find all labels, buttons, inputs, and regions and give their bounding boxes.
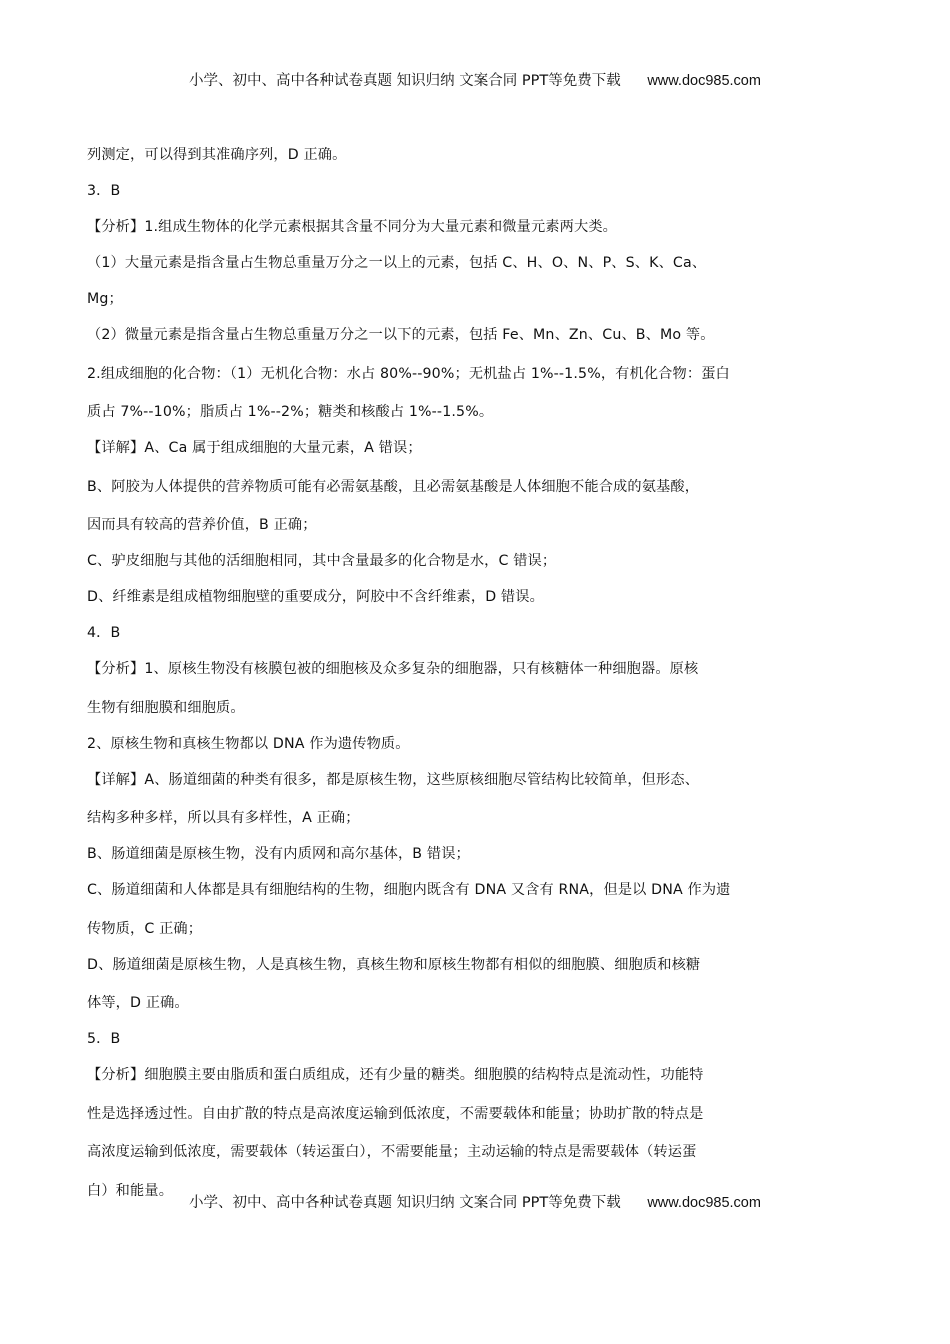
text-line: 2.组成细胞的化合物：（1）无机化合物：水占 80%--90%；无机盐占 1%--1.5%，有机化合物：蛋白 xyxy=(87,365,730,382)
text-line: 质占 7%--10%；脂质占 1%--2%；糖类和核酸占 1%--1.5%。 xyxy=(87,404,494,420)
text-line: C、肠道细菌和人体都是具有细胞结构的生物，细胞内既含有 DNA 又含有 RNA，但是以 DNA 作为遗 xyxy=(87,882,731,898)
text-line: 白）和能量。 xyxy=(87,1182,174,1199)
text-line: D、纤维素是组成植物细胞壁的重要成分，阿胶中不含纤维素，D 错误。 xyxy=(87,589,544,605)
answer-number: 3．B xyxy=(87,183,121,199)
text-line: B、阿胶为人体提供的营养物质可能有必需氨基酸，且必需氨基酸是人体细胞不能合成的氨基酸， xyxy=(87,478,700,495)
text-line: 因而具有较高的营养价值，B 正确； xyxy=(87,517,317,533)
text-line: 结构多种多样，所以具有多样性，A 正确； xyxy=(87,810,360,826)
text-line: 列测定，可以得到其准确序列，D 正确。 xyxy=(87,147,347,163)
answer-number: 4．B xyxy=(87,625,121,641)
header-text: 小学、初中、高中各种试卷真题 知识归纳 文案合同 PPT等免费下载 xyxy=(189,73,621,89)
text-line: Mg； xyxy=(87,291,123,307)
answer-content xyxy=(87,143,817,1215)
text-line: 【分析】1.组成生物体的化学元素根据其含量不同分为大量元素和微量元素两大类。 xyxy=(87,219,617,235)
text-line: B、肠道细菌是原核生物，没有内质网和高尔基体，B 错误； xyxy=(87,846,470,862)
text-line: D、肠道细菌是原核生物，人是真核生物，真核生物和原核生物都有相似的细胞膜、细胞质和核糖 xyxy=(87,956,701,973)
text-line: 高浓度运输到低浓度，需要载体（转运蛋白），不需要能量；主动运输的特点是需要载体（转运蛋 xyxy=(87,1144,697,1160)
text-line: 性是选择透过性。自由扩散的特点是高浓度运输到低浓度，不需要载体和能量；协助扩散的特点是 xyxy=(87,1105,704,1122)
text-line: 【详解】A、Ca 属于组成细胞的大量元素，A 错误； xyxy=(87,440,422,456)
page-header xyxy=(0,69,950,90)
footer-site: www.doc985.com xyxy=(647,1195,761,1211)
text-line: 2、原核生物和真核生物都以 DNA 作为遗传物质。 xyxy=(87,735,410,752)
text-line: （2）微量元素是指含量占生物总重量万分之一以下的元素，包括 Fe、Mn、Zn、Cu、B、Mo 等。 xyxy=(87,327,715,343)
page-footer xyxy=(0,1191,950,1212)
text-line: 传物质，C 正确； xyxy=(87,920,203,937)
text-line: 体等，D 正确。 xyxy=(87,995,189,1011)
text-line: C、驴皮细胞与其他的活细胞相同，其中含量最多的化合物是水，C 错误； xyxy=(87,553,557,569)
text-line: 【分析】1、原核生物没有核膜包被的细胞核及众多复杂的细胞器，只有核糖体一种细胞器。原核 xyxy=(87,661,699,677)
text-line: （1）大量元素是指含量占生物总重量万分之一以上的元素，包括 C、H、O、N、P、S、K、Ca、 xyxy=(87,255,707,271)
answer-number: 5．B xyxy=(87,1031,121,1047)
text-line: 【详解】A、肠道细菌的种类有很多，都是原核生物，这些原核细胞尽管结构比较简单，但形态、 xyxy=(87,771,700,788)
header-site: www.doc985.com xyxy=(647,73,761,89)
footer-text: 小学、初中、高中各种试卷真题 知识归纳 文案合同 PPT等免费下载 xyxy=(189,1195,621,1211)
text-line: 生物有细胞膜和细胞质。 xyxy=(87,699,245,716)
text-line: 【分析】细胞膜主要由脂质和蛋白质组成，还有少量的糖类。细胞膜的结构特点是流动性，功能特 xyxy=(87,1067,704,1083)
